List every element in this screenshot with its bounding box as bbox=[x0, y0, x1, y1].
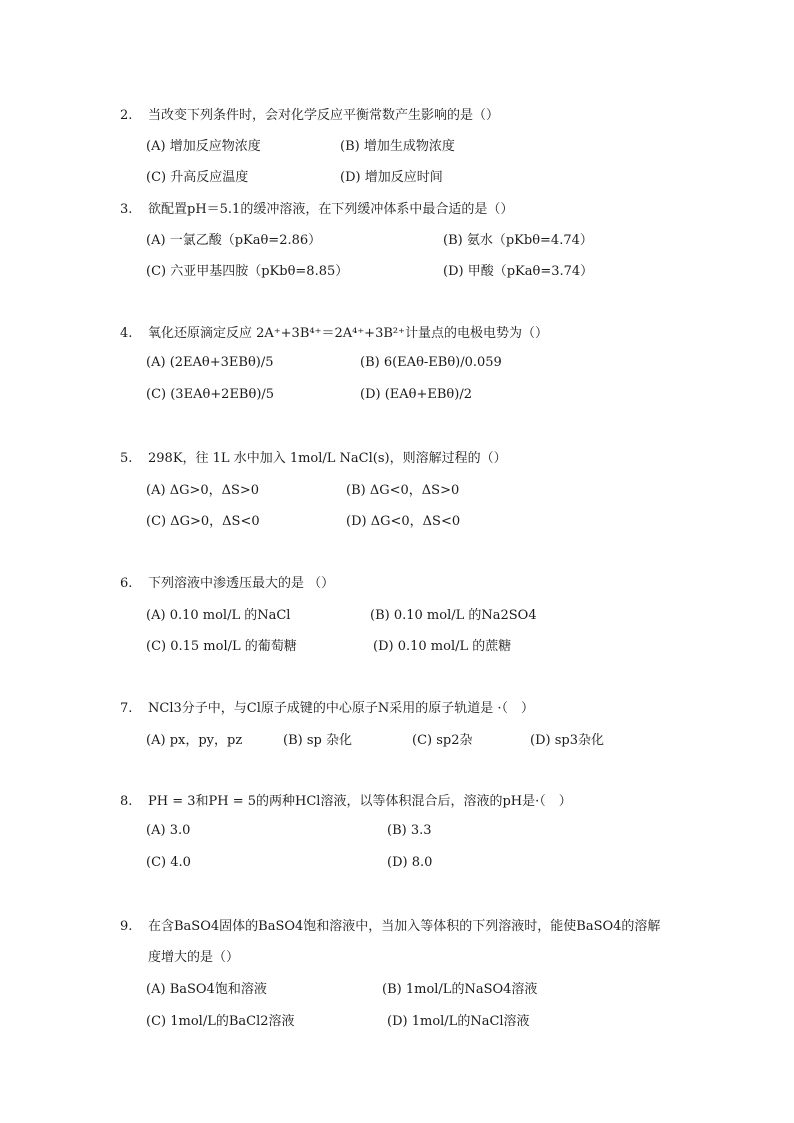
option-d: (D) ΔG<0，ΔS<0 bbox=[346, 514, 461, 529]
option-a: (A) 0.10 mol/L 的NaCl bbox=[146, 608, 291, 623]
question-stem: PH = 3和PH = 5的两种HCl溶液，以等体积混合后，溶液的pH是·（ ） bbox=[148, 794, 572, 809]
question-stem: 下列溶液中渗透压最大的是 （） bbox=[148, 576, 335, 591]
option-a: (A) ΔG>0，ΔS>0 bbox=[146, 483, 260, 498]
option-b: (B) 氨水（pKbθ=4.74） bbox=[443, 233, 593, 248]
option-a: (A) BaSO4饱和溶液 bbox=[146, 982, 267, 997]
question-7 bbox=[120, 697, 534, 716]
question-9 bbox=[120, 915, 660, 934]
option-b: (B) 1mol/L的NaSO4溶液 bbox=[382, 982, 538, 997]
option-b: (B) 3.3 bbox=[387, 823, 432, 838]
question-stem: 氧化还原滴定反应 2A⁺+3B⁴⁺＝2A⁴⁺+3B²⁺计量点的电极电势为（） bbox=[148, 326, 548, 341]
question-5 bbox=[120, 447, 507, 466]
option-c: (C) ΔG>0，ΔS<0 bbox=[146, 514, 260, 529]
option-a: (A) 一氯乙酸（pKaθ=2.86） bbox=[146, 233, 322, 248]
question-6 bbox=[120, 572, 334, 591]
option-d: (D) sp3杂化 bbox=[530, 733, 604, 748]
question-number: 4. bbox=[120, 326, 133, 341]
option-c: (C) 六亚甲基四胺（pKbθ=8.85） bbox=[146, 264, 349, 279]
option-d: (D) 1mol/L的NaCl溶液 bbox=[387, 1014, 530, 1029]
question-stem: NCl3分子中，与Cl原子成键的中心原子N采用的原子轨道是 ·（ ） bbox=[148, 701, 534, 716]
option-a: (A) px，py，pz bbox=[146, 733, 243, 748]
question-number: 9. bbox=[120, 919, 133, 934]
option-b: (B) sp 杂化 bbox=[283, 733, 352, 748]
option-d: (D) 增加反应时间 bbox=[340, 170, 443, 185]
option-a: (A) (2EAθ+3EBθ)/5 bbox=[146, 355, 274, 370]
option-c: (C) (3EAθ+2EBθ)/5 bbox=[146, 387, 275, 402]
question-number: 5. bbox=[120, 451, 133, 466]
question-stem: 在含BaSO4固体的BaSO4饱和溶液中，当加入等体积的下列溶液时，能使BaSO4的溶解 bbox=[148, 919, 661, 934]
option-d: (D) 8.0 bbox=[387, 855, 433, 870]
option-b: (B) 增加生成物浓度 bbox=[340, 139, 455, 154]
question-number: 8. bbox=[120, 794, 133, 809]
option-c: (C) 1mol/L的BaCl2溶液 bbox=[146, 1014, 295, 1029]
option-d: (D) 甲酸（pKaθ=3.74） bbox=[443, 264, 594, 279]
option-b: (B) ΔG<0，ΔS>0 bbox=[346, 483, 460, 498]
question-number: 3. bbox=[120, 202, 133, 217]
option-a: (A) 增加反应物浓度 bbox=[146, 139, 261, 154]
option-c: (C) 4.0 bbox=[146, 855, 191, 870]
question-4 bbox=[120, 322, 548, 341]
option-b: (B) 0.10 mol/L 的Na2SO4 bbox=[370, 608, 537, 623]
option-b: (B) 6(EAθ-EBθ)/0.059 bbox=[360, 355, 502, 370]
option-c: (C) 升高反应温度 bbox=[146, 170, 249, 185]
question-stem-continued: 度增大的是（） bbox=[148, 950, 240, 965]
option-d: (D) (EAθ+EBθ)/2 bbox=[360, 387, 472, 402]
question-stem: 当改变下列条件时，会对化学反应平衡常数产生影响的是（） bbox=[148, 108, 500, 123]
question-3 bbox=[120, 198, 513, 217]
option-a: (A) 3.0 bbox=[146, 823, 191, 838]
option-d: (D) 0.10 mol/L 的蔗糖 bbox=[373, 639, 512, 654]
question-number: 2. bbox=[120, 108, 133, 123]
question-number: 7. bbox=[120, 701, 133, 716]
option-c: (C) 0.15 mol/L 的葡萄糖 bbox=[146, 639, 297, 654]
question-2 bbox=[120, 104, 499, 123]
question-stem: 欲配置pH＝5.1的缓冲溶液，在下列缓冲体系中最合适的是（） bbox=[148, 202, 514, 217]
question-stem: 298K，往 1L 水中加入 1mol/L NaCl(s)，则溶解过程的（） bbox=[148, 451, 507, 466]
question-8 bbox=[120, 790, 572, 809]
question-number: 6. bbox=[120, 576, 133, 591]
option-c: (C) sp2杂 bbox=[412, 733, 473, 748]
